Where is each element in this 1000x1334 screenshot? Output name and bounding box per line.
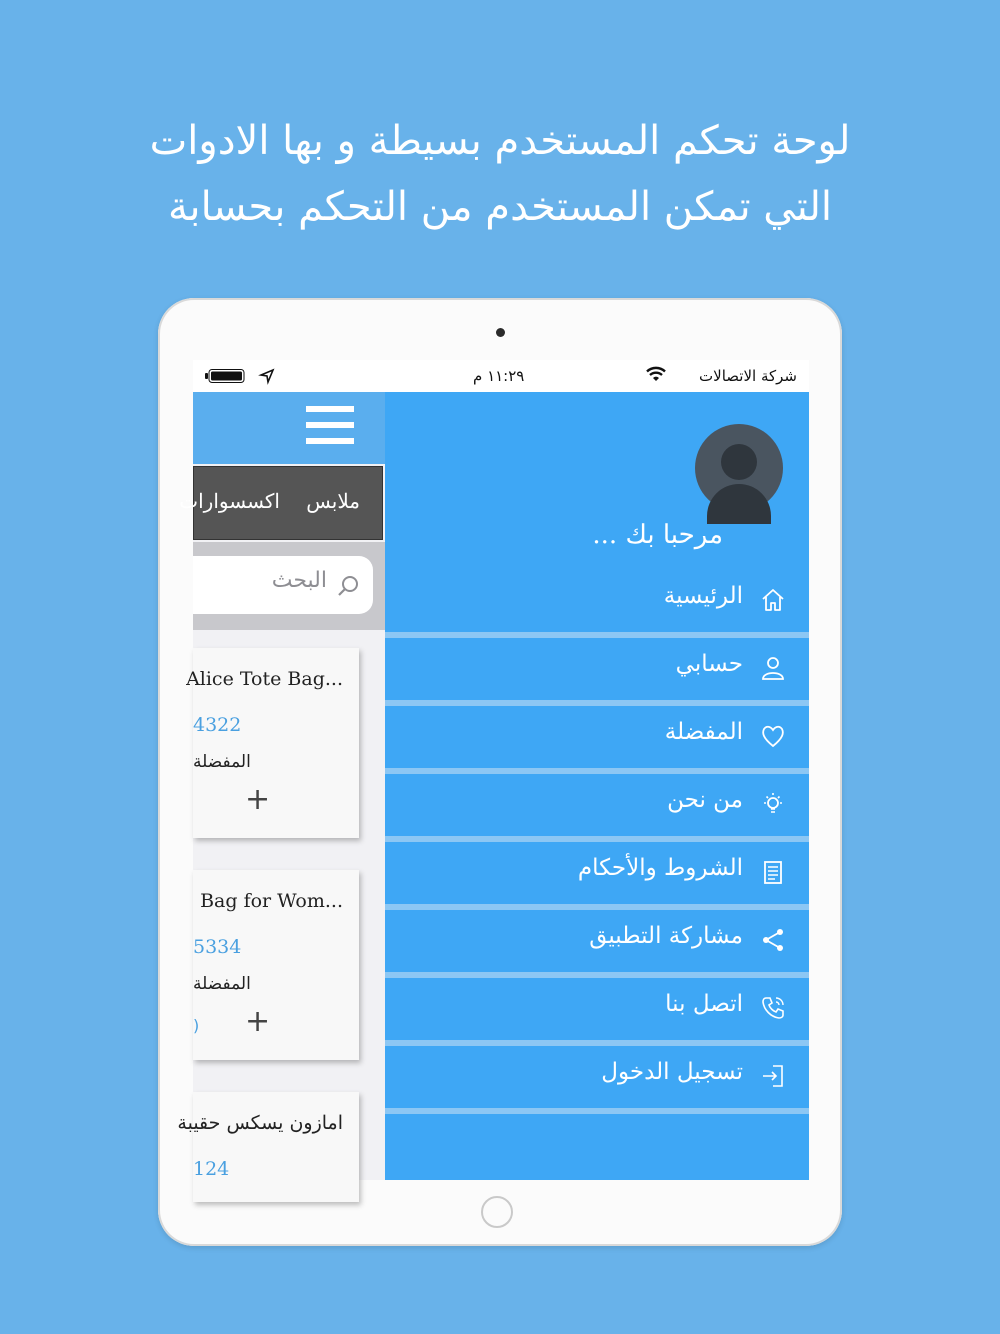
add-to-cart-button[interactable]: + xyxy=(245,1004,271,1039)
menu-item-label: اتصل بنا xyxy=(665,991,743,1017)
add-to-cart-button[interactable]: + xyxy=(245,782,271,817)
menu-item-label: مشاركة التطبيق xyxy=(589,923,743,949)
menu-item-terms[interactable] xyxy=(385,842,809,910)
price-fragment: ) xyxy=(193,1016,200,1035)
drawer-header xyxy=(385,392,809,570)
user-icon xyxy=(759,654,787,682)
hamburger-menu-icon[interactable] xyxy=(306,406,354,450)
menu-item-home[interactable] xyxy=(385,570,809,638)
menu-item-label: تسجيل الدخول xyxy=(601,1059,743,1085)
search-bar xyxy=(193,542,385,630)
clock: ١١:٢٩ م xyxy=(473,367,525,385)
main-content-panel xyxy=(177,392,385,1180)
search-input[interactable] xyxy=(193,556,373,614)
app-screen xyxy=(177,360,809,1180)
tab-accessories[interactable]: اكسسوارات xyxy=(179,489,280,513)
product-title: امازون يسكس حقيبة xyxy=(177,1112,343,1134)
search-icon xyxy=(337,574,361,602)
location-arrow-icon xyxy=(259,368,275,388)
tablet-frame xyxy=(158,298,842,1246)
menu-item-label: المفضلة xyxy=(664,719,743,745)
carrier-label: شركة الاتصالات xyxy=(699,367,797,385)
welcome-text: مرحبا بك ... xyxy=(592,520,723,550)
login-icon xyxy=(759,1062,787,1090)
product-card[interactable] xyxy=(193,870,359,1060)
headline-line-2: التي تمكن المستخدم من التحكم بحسابة xyxy=(167,184,833,230)
product-title: Bag for Wom... xyxy=(200,890,343,912)
headline-line-1: لوحة تحكم المستخدم بسيطة و بها الادوات xyxy=(149,118,851,164)
document-icon xyxy=(759,858,787,886)
menu-item-label: الشروط والأحكام xyxy=(577,855,743,881)
battery-icon xyxy=(205,369,245,383)
product-card[interactable] xyxy=(177,1092,359,1202)
menu-item-share[interactable] xyxy=(385,910,809,978)
tab-clothes[interactable]: ملابس xyxy=(306,489,360,513)
product-price: 124 xyxy=(193,1158,230,1180)
wifi-icon xyxy=(645,366,667,386)
navigation-drawer xyxy=(385,392,809,1180)
menu-item-about[interactable] xyxy=(385,774,809,842)
share-icon xyxy=(759,926,787,954)
headline xyxy=(0,108,1000,240)
menu-item-contact[interactable] xyxy=(385,978,809,1046)
camera-dot xyxy=(496,328,505,337)
product-price: 5334 xyxy=(193,936,242,958)
home-icon xyxy=(759,586,787,614)
search-placeholder: البحث xyxy=(271,568,327,593)
home-button[interactable] xyxy=(481,1196,513,1228)
heart-icon xyxy=(759,722,787,750)
menu-item-login[interactable] xyxy=(385,1046,809,1114)
favorite-label[interactable]: المفضلة xyxy=(193,974,251,994)
status-bar xyxy=(193,360,809,392)
lightbulb-icon xyxy=(759,790,787,818)
product-price: 4322 xyxy=(193,714,242,736)
menu-item-favorites[interactable] xyxy=(385,706,809,774)
menu-item-label: الرئيسية xyxy=(663,583,743,609)
category-tabs xyxy=(179,466,383,540)
phone-icon xyxy=(759,994,787,1022)
top-app-bar xyxy=(193,392,385,464)
menu-item-account[interactable] xyxy=(385,638,809,706)
menu-item-label: حسابي xyxy=(675,651,743,677)
favorite-label[interactable]: المفضلة xyxy=(193,752,251,772)
menu-item-label: من نحن xyxy=(667,787,743,813)
avatar[interactable] xyxy=(695,424,783,512)
product-title: Alice Tote Bag... xyxy=(186,668,343,690)
product-card[interactable] xyxy=(186,648,359,838)
drawer-menu xyxy=(385,570,809,1114)
